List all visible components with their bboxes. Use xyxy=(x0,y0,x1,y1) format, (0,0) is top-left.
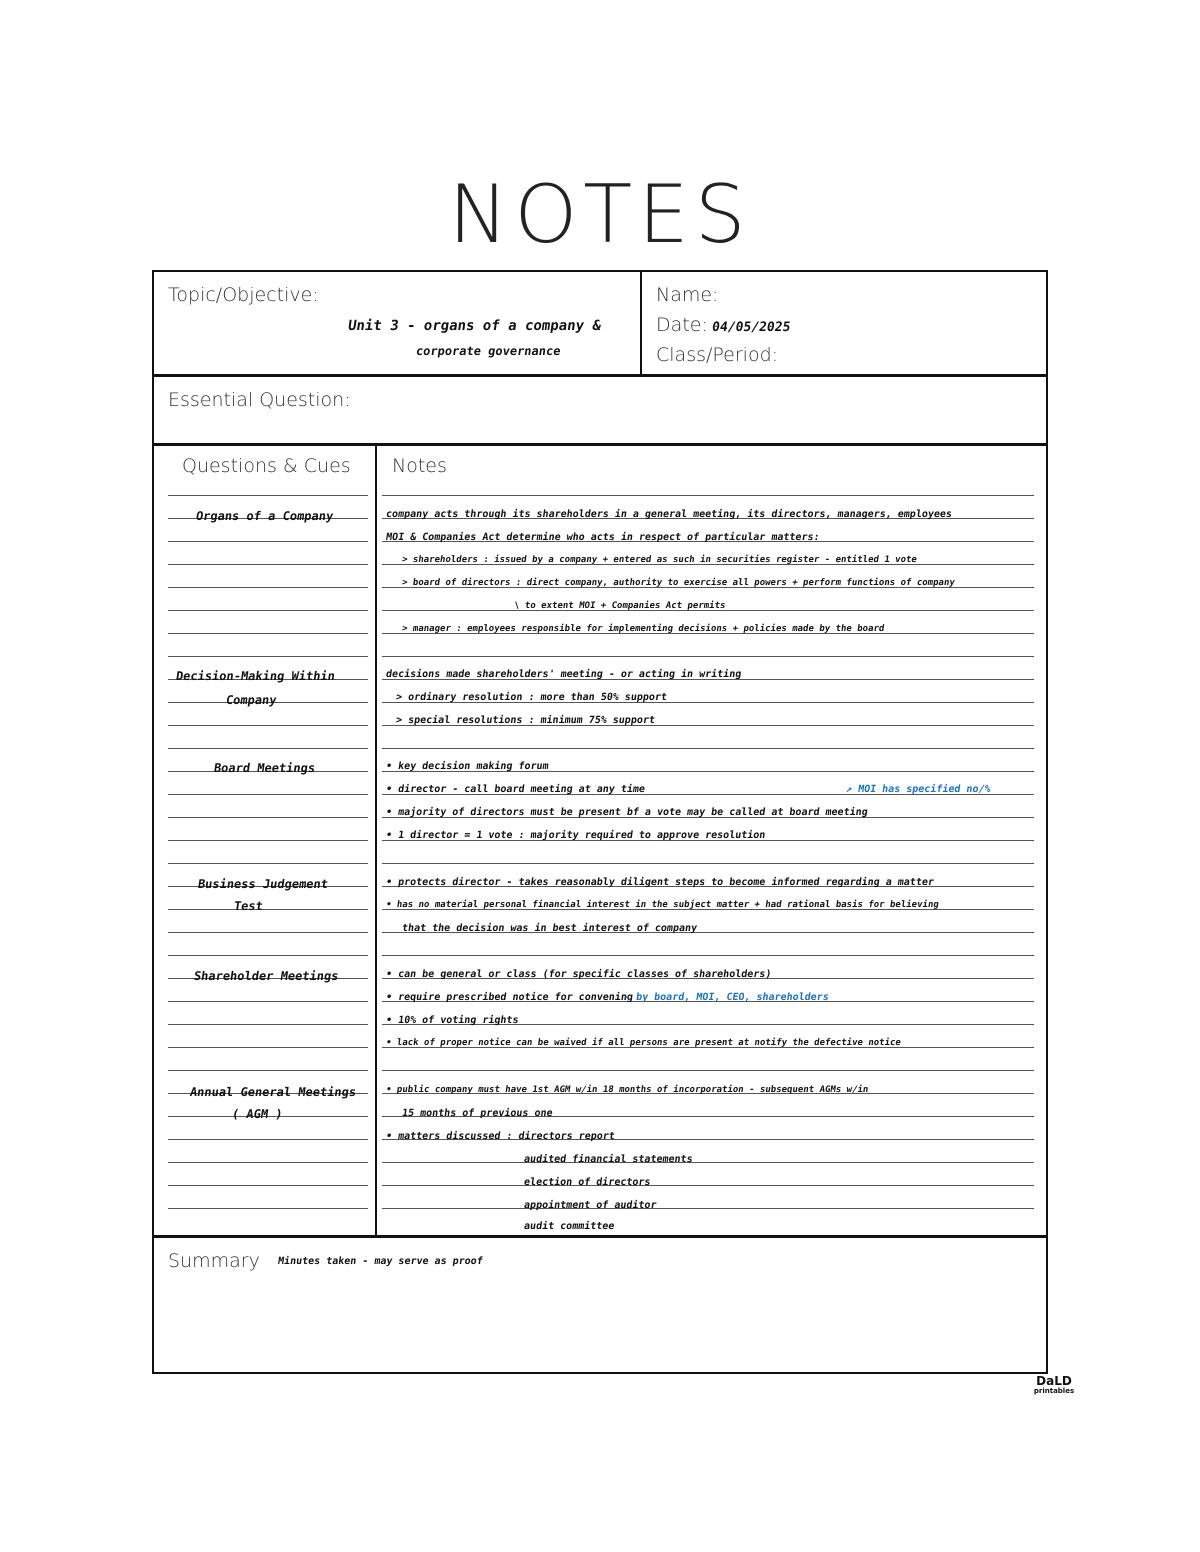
cue-rule xyxy=(168,794,368,795)
cue-rule xyxy=(168,748,368,749)
essential-question-label: Essential Question: xyxy=(168,389,351,411)
summary-label: Summary xyxy=(168,1250,260,1272)
cue-rule xyxy=(168,1162,368,1163)
note-line: • matters discussed : directors report xyxy=(385,1131,616,1142)
note-line: • 1 director = 1 vote : majority required to approve resolution xyxy=(385,830,767,841)
note-rule xyxy=(382,1162,1034,1163)
logo-subtext: printables xyxy=(1033,1387,1075,1395)
cue-rule xyxy=(168,1024,368,1025)
cue-rule xyxy=(168,587,368,588)
note-line: • public company must have 1st AGM w/in 18 months of incorporation - subsequent AGMs w/in xyxy=(385,1085,869,1095)
note-line: \ to extent MOI + Companies Act permits xyxy=(513,601,727,611)
topic-label: Topic/Objective: xyxy=(168,284,319,306)
note-line: • key decision making forum xyxy=(385,761,550,772)
notes-column-header: Notes xyxy=(392,455,447,477)
note-line: company acts through its shareholders in a general meeting, its directors, managers, employees xyxy=(385,509,953,520)
cue-board-meetings: Board Meetings xyxy=(213,761,317,775)
notes-sheet xyxy=(152,270,1048,1374)
cue-shareholder-meetings: Shareholder Meetings xyxy=(193,969,340,983)
cue-business-judgement-test: Test xyxy=(233,899,264,913)
cue-rule xyxy=(168,1139,368,1140)
summary-section xyxy=(154,1235,1046,1375)
info-box xyxy=(642,272,1046,374)
cue-rule xyxy=(168,656,368,657)
cornell-notes-area xyxy=(154,443,1046,1235)
note-rule xyxy=(382,955,1034,956)
name-label: Name: xyxy=(656,284,719,306)
cue-rule xyxy=(168,541,368,542)
cue-rule xyxy=(168,725,368,726)
note-line: > shareholders : issued by a company + entered as such in securities register - entitled 1 vote xyxy=(401,555,918,565)
cues-column-header: Questions & Cues xyxy=(182,455,351,477)
cue-annual-general-meetings: Annual General Meetings xyxy=(189,1085,358,1099)
cue-rule xyxy=(168,610,368,611)
note-line: > ordinary resolution : more than 50% support xyxy=(395,692,668,703)
note-rule xyxy=(382,748,1034,749)
note-line: > manager : employees responsible for implementing decisions + policies made by the board xyxy=(401,624,885,634)
note-line: • has no material personal financial interest in the subject matter + had rational basis for believing xyxy=(385,900,940,910)
logo-text: DaLD xyxy=(1036,1374,1072,1388)
cue-rule xyxy=(168,1001,368,1002)
note-line: • can be general or class (for specific classes of shareholders) xyxy=(385,969,773,980)
note-line: audited financial statements xyxy=(523,1154,694,1165)
date-label: Date: xyxy=(656,314,708,336)
note-line: • protects director - takes reasonably diligent steps to become informed regarding a matter xyxy=(385,877,935,888)
cue-rule xyxy=(168,495,368,496)
note-line: • lack of proper notice can be waived if all persons are present at notify the defective notice xyxy=(385,1038,902,1048)
note-line: > special resolutions : minimum 75% support xyxy=(395,715,656,726)
cue-decision-making: Decision-Making Within xyxy=(175,669,336,683)
brand-logo xyxy=(1030,1376,1078,1396)
cue-agm: ( AGM ) xyxy=(231,1107,284,1121)
cue-rule xyxy=(168,1208,368,1209)
convening-annotation: - by board, MOI, CEO, shareholders xyxy=(623,992,830,1003)
date-value: 04/05/2025 xyxy=(710,320,792,335)
essential-question-section xyxy=(154,377,1046,446)
cue-rule xyxy=(168,1047,368,1048)
note-rule xyxy=(382,863,1034,864)
note-line: 15 months of previous one xyxy=(401,1108,554,1119)
column-divider xyxy=(375,443,377,1235)
note-rule xyxy=(382,1208,1034,1209)
note-rule xyxy=(382,1070,1034,1071)
topic-box xyxy=(154,272,642,374)
note-line: election of directors xyxy=(523,1177,652,1188)
cue-rule xyxy=(168,863,368,864)
cue-rule xyxy=(168,932,368,933)
note-line: audit committee xyxy=(523,1221,616,1232)
cue-rule xyxy=(168,840,368,841)
note-line: decisions made shareholders' meeting - or acting in writing xyxy=(385,669,742,680)
class-period-label: Class/Period: xyxy=(656,344,779,366)
cue-rule xyxy=(168,1185,368,1186)
note-line: • majority of directors must be present bf a vote may be called at board meeting xyxy=(385,807,869,818)
note-line: • director - call board meeting at any time xyxy=(385,784,646,795)
note-line: • 10% of voting rights xyxy=(385,1015,520,1026)
note-rule xyxy=(382,656,1034,657)
cue-rule xyxy=(168,909,368,910)
topic-value-line1: Unit 3 - organs of a company & xyxy=(346,318,602,334)
cue-rule xyxy=(168,817,368,818)
cue-rule xyxy=(168,633,368,634)
cue-rule xyxy=(168,955,368,956)
cue-rule xyxy=(168,1070,368,1071)
page-title: NOTES xyxy=(448,168,752,261)
topic-value-line2: corporate governance xyxy=(415,344,562,358)
cue-business-judgement: Business Judgement xyxy=(197,877,330,891)
note-rule xyxy=(382,1185,1034,1186)
summary-text: Minutes taken - may serve as proof xyxy=(277,1256,484,1267)
cue-decision-making-company: Company xyxy=(225,693,278,707)
cue-rule xyxy=(168,564,368,565)
note-line: appointment of auditor xyxy=(523,1200,658,1211)
note-line: • require prescribed notice for convening xyxy=(385,992,634,1003)
note-line: that the decision was in best interest of company xyxy=(401,923,698,934)
moi-annotation: ↗ MOI has specified no/% xyxy=(845,784,992,795)
note-line: MOI & Companies Act determine who acts in respect of particular matters: xyxy=(385,532,821,543)
note-line: > board of directors : direct company, authority to exercise all powers + perform functions of company xyxy=(401,578,956,588)
header-section xyxy=(154,272,1046,377)
cue-organs-of-company: Organs of a Company xyxy=(195,509,335,523)
note-rule xyxy=(382,495,1034,496)
